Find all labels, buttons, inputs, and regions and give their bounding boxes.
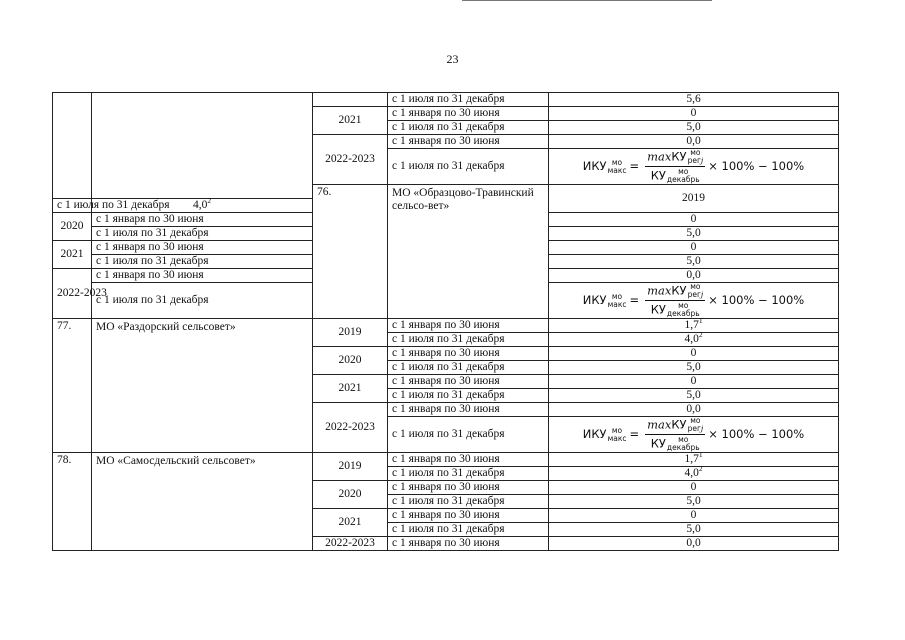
period-cell: с 1 июля по 31 декабря <box>388 333 549 347</box>
value-cell: 5,0 <box>549 389 839 403</box>
value-cell: $4,0^2$ <box>92 199 313 213</box>
value-cell: 0 <box>549 509 839 523</box>
value-cell: $1,7^1$ <box>549 453 839 467</box>
row-number <box>53 93 92 199</box>
period-cell: с 1 июля по 31 декабря <box>92 283 313 319</box>
year-cell: 2020 <box>313 347 388 375</box>
municipality-name: МО «Образцово-Травинский сельсо-вет» <box>388 185 549 319</box>
row-number: 76. <box>313 185 388 319</box>
value-cell: 0,0 <box>549 269 839 283</box>
year-cell: 2021 <box>53 241 92 269</box>
year-cell <box>313 93 388 107</box>
period-cell: с 1 июля по 31 декабря <box>92 227 313 241</box>
year-cell: 2020 <box>53 213 92 241</box>
period-cell: с 1 июля по 31 декабря <box>388 523 549 537</box>
table-row <box>53 453 839 467</box>
tariff-table <box>52 92 839 551</box>
max-index-formula: ИКУ мо макс = maxКУ мо регj КУ мо декабрь × 100% − 100% <box>582 416 805 452</box>
value-cell: 5,0 <box>549 255 839 269</box>
formula-cell <box>549 149 839 185</box>
value-cell: 5,0 <box>549 227 839 241</box>
municipality-name: МО «Раздорский сельсовет» <box>92 319 313 453</box>
year-cell: 2022-2023 <box>53 269 92 319</box>
value-cell: 5,0 <box>549 121 839 135</box>
year-cell: 2019 <box>313 453 388 481</box>
year-cell: 2019 <box>313 319 388 347</box>
period-cell: с 1 января по 30 июня <box>388 481 549 495</box>
max-index-formula: ИКУ мо макс = maxКУ мо регj КУ мо декабрь × 100% − 100% <box>582 282 805 318</box>
period-cell: с 1 июля по 31 декабря <box>388 361 549 375</box>
municipality-name <box>92 93 313 199</box>
period-cell: с 1 января по 30 июня <box>388 319 549 333</box>
period-cell: с 1 января по 30 июня <box>388 135 549 149</box>
value-cell: $4,0^2$ <box>549 467 839 481</box>
period-cell: с 1 января по 30 июня <box>388 347 549 361</box>
period-cell: с 1 января по 30 июня <box>388 403 549 417</box>
period-cell: с 1 января по 30 июня <box>388 107 549 121</box>
period-cell: с 1 января по 30 июня <box>388 537 549 551</box>
year-cell: 2021 <box>313 107 388 135</box>
row-number: 78. <box>53 453 92 551</box>
period-cell: с 1 июля по 31 декабря <box>388 495 549 509</box>
year-cell: 2022-2023 <box>313 403 388 453</box>
period-cell: с 1 января по 30 июня <box>92 241 313 255</box>
period-cell: с 1 июля по 31 декабря <box>388 467 549 481</box>
period-cell: с 1 июля по 31 декабря <box>53 199 92 213</box>
period-cell: с 1 июля по 31 декабря <box>388 93 549 107</box>
value-cell: 0 <box>549 241 839 255</box>
period-cell: с 1 июля по 31 декабря <box>388 389 549 403</box>
period-cell: с 1 июля по 31 декабря <box>92 255 313 269</box>
value-cell: 5,0 <box>549 361 839 375</box>
max-index-formula: ИКУ мо макс = maxКУ мо регj КУ мо декабрь × 100% − 100% <box>582 148 805 184</box>
period-cell: с 1 июля по 31 декабря <box>388 121 549 135</box>
value-cell: $1,7^1$ <box>549 319 839 333</box>
table-row <box>53 93 839 107</box>
value-cell: 0 <box>549 481 839 495</box>
period-cell: с 1 января по 30 июня <box>92 269 313 283</box>
period-cell: с 1 июля по 31 декабря <box>388 149 549 185</box>
value-cell: 5,0 <box>549 495 839 509</box>
value-cell: 0 <box>549 347 839 361</box>
year-cell: 2020 <box>313 481 388 509</box>
top-rule <box>462 0 712 1</box>
year-cell: 2022-2023 <box>313 135 388 185</box>
period-cell: с 1 января по 30 июня <box>388 509 549 523</box>
value-cell: 0,0 <box>549 403 839 417</box>
year-cell: 2021 <box>313 509 388 537</box>
value-cell: 0 <box>549 375 839 389</box>
year-cell: 2019 <box>549 185 839 213</box>
formula-cell <box>549 417 839 453</box>
period-cell: с 1 января по 30 июня <box>388 375 549 389</box>
municipality-name: МО «Самосдельский сельсовет» <box>92 453 313 551</box>
page-number: 23 <box>446 52 459 66</box>
value-cell: 0 <box>549 213 839 227</box>
value-cell: 0 <box>549 107 839 121</box>
value-cell: 5,0 <box>549 523 839 537</box>
year-cell: 2021 <box>313 375 388 403</box>
value-cell: 0,0 <box>549 537 839 551</box>
period-cell: с 1 июля по 31 декабря <box>388 417 549 453</box>
table-row <box>53 319 839 333</box>
row-number: 77. <box>53 319 92 453</box>
period-cell: с 1 января по 30 июня <box>388 453 549 467</box>
value-cell: 5,6 <box>549 93 839 107</box>
formula-cell <box>549 283 839 319</box>
value-cell: 0,0 <box>549 135 839 149</box>
year-cell: 2022-2023 <box>313 537 388 551</box>
value-cell: $4,0^2$ <box>549 333 839 347</box>
period-cell: с 1 января по 30 июня <box>92 213 313 227</box>
